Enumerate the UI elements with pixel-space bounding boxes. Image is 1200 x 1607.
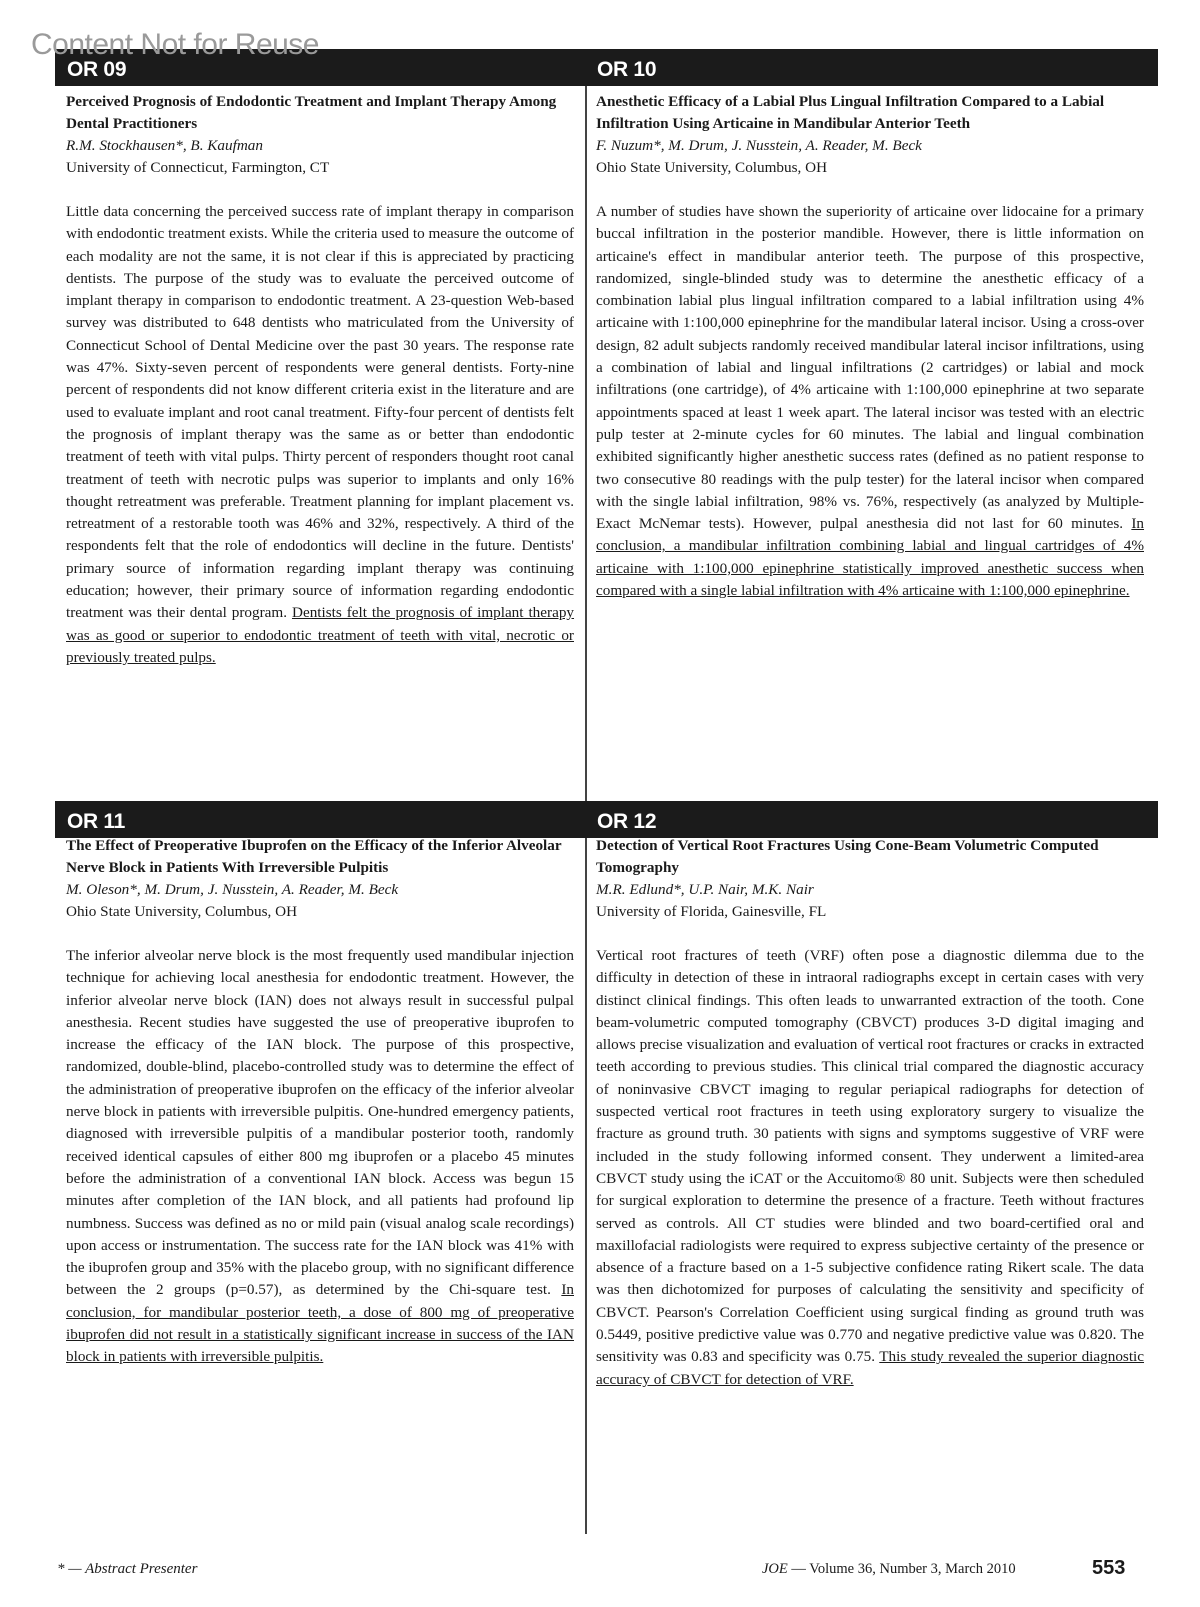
abstract-title: Perceived Prognosis of Endodontic Treatment and Implant Therapy Among Dental Practitioners (66, 93, 557, 132)
footer-issue: — Volume 36, Number 3, March 2010 (787, 1561, 1016, 1577)
abstract-body (66, 945, 574, 1369)
abstract-authors: M.R. Edlund*, U.P. Nair, M.K. Nair (596, 881, 814, 898)
abstract-conclusion: In conclusion, a mandibular infiltration combining labial and lingual cartridges of 4% articaine with 1:100,000 epinephrine statistically improved anesthetic success when compared with a single labial infiltration with 4% articaine with 1:100,000 epinephrine. (596, 515, 1145, 600)
abstract-authors: M. Oleson*, M. Drum, J. Nusstein, A. Reader, M. Beck (66, 881, 399, 898)
abstract-body (596, 201, 1144, 602)
abstract-or10 (596, 91, 1144, 602)
abstract-code-or09: OR 09 (67, 58, 127, 81)
abstract-title: Anesthetic Efficacy of a Labial Plus Lingual Infiltration Compared to a Labial Infiltration Using Articaine in Mandibular Anterior Teeth (596, 93, 1105, 132)
section-header-bar-bottom (55, 801, 1158, 838)
abstract-body-text: Little data concerning the perceived success rate of implant therapy in comparison with endodontic treatment exists. While the criteria used to measure the outcome of each modality are not the same, it is not clear if this is appreciated by practicing dentists. The purpose of the study was to evaluate the perceived outcome of implant therapy in comparison to endodontic treatment. A 23-question Web-based survey was distributed to 648 dentists who matriculated from the University of Connecticut School of Dental Medicine over the past 30 years. The response rate was 47%. Sixty-seven percent of respondents were general dentists. Forty-nine percent of respondents did not know different criteria exist in the literature and are used to evaluate implant and root canal treatment. Fifty-four percent of dentists felt the prognosis of implant therapy was the same as or better than endodontic treatment of teeth with vital pulps. Thirty percent of responders thought root canal treatment of teeth with necrotic pulps was superior to implants and only 16% thought retreatment was preferable. Treatment planning for implant placement vs. retreatment of a restorable tooth was 46% and 32%, respectively. A third of the respondents felt that the role of endodontics will decline in the future. Dentists' primary source of information regarding implant therapy was continuing education; however, their primary source of information regarding endodontic treatment was their dental program. (66, 203, 574, 622)
abstract-conclusion: Dentists felt the prognosis of implant therapy was as good or superior to endodontic treatment of teeth with vital, necrotic or previously treated pulps. (66, 604, 575, 666)
abstract-body-text: The inferior alveolar nerve block is the most frequently used mandibular injection technique for achieving local anesthesia for endodontic treatment. However, the inferior alveolar nerve block (IAN) does not always result in successful pulpal anesthesia. Recent studies have suggested the use of preoperative ibuprofen to increase the efficacy of the IAN block. The purpose of this prospective, randomized, double-blind, placebo-controlled study was to determine the effect of the administration of preoperative ibuprofen on the efficacy of the inferior alveolar nerve block in patients with irreversible pulpitis. One-hundred emergency patients, diagnosed with irreversible pulpitis of a mandibular posterior tooth, randomly received identical capsules of either 800 mg ibuprofen or a placebo 45 minutes before the administration of a conventional IAN block. Access was begun 15 minutes after completion of the IAN block, and all patients had profound lip numbness. Success was defined as no or mild pain (visual analog scale recordings) upon access or instrumentation. The success rate for the IAN block was 41% with the ibuprofen group and 35% with the placebo group, with no significant difference between the 2 groups (p=0.57), as determined by the Chi-square test. (66, 947, 574, 1299)
abstract-code-or12: OR 12 (597, 810, 657, 833)
abstract-affiliation: Ohio State University, Columbus, OH (596, 159, 828, 176)
abstract-code-or10: OR 10 (597, 58, 657, 81)
abstract-authors: R.M. Stockhausen*, B. Kaufman (66, 137, 263, 154)
abstract-conclusion: This study revealed the superior diagnostic accuracy of CBVCT for detection of VRF. (596, 1348, 1144, 1388)
abstract-body (596, 945, 1144, 1391)
abstract-body-text: Vertical root fractures of teeth (VRF) often pose a diagnostic dilemma due to the difficulty in detection of these in intraoral radiographs except in certain cases with very distinct clinical findings. This often leads to unwarranted extraction of the tooth. Cone beam-volumetric computed tomography (CBVCT) produces 3-D digital imaging and allows precise visualization and evaluation of vertical root fractures or cracks in extracted teeth according to previous studies. This clinical trial compared the diagnostic accuracy of noninvasive CBVCT imaging to regular periapical radiographs for detection of suspected vertical root fractures in teeth using exploratory surgery to visualize the fracture as ground truth. 30 patients with signs and symptoms suggestive of VRF were included in the study following informed consent. They underwent a limited-area CBVCT study using the iCAT or the Accuitomo® 80 unit. Subjects were then scheduled for surgical exploration to determine the presence of a fracture. Teeth without fractures served as controls. All CT studies were blinded and two board-certified oral and maxillofacial radiologists were required to express subjective certainty of the presence or absence of a fracture based on a 1-5 subjective confidence rating Rikert scale. The data was then dichotomized for purposes of calculating the sensitivity and specificity of CBVCT. Pearson's Correlation Coefficient using surgical finding as ground truth was 0.5449, positive predictive value was 0.770 and negative predictive value was 0.820. The sensitivity was 0.83 and specificity was 0.75. (596, 947, 1144, 1366)
abstract-affiliation: University of Connecticut, Farmington, CT (66, 159, 330, 176)
abstract-title: The Effect of Preoperative Ibuprofen on the Efficacy of the Inferior Alveolar Nerve Block in Patients With Irreversible Pulpitis (66, 837, 562, 876)
abstract-title: Detection of Vertical Root Fractures Using Cone-Beam Volumetric Computed Tomography (596, 837, 1099, 876)
abstract-or09 (66, 91, 574, 669)
abstract-authors: F. Nuzum*, M. Drum, J. Nusstein, A. Reader, M. Beck (596, 137, 922, 154)
column-divider-top (585, 86, 587, 801)
abstract-code-or11: OR 11 (67, 810, 126, 833)
abstract-or11 (66, 835, 574, 1369)
abstract-affiliation: University of Florida, Gainesville, FL (596, 903, 827, 920)
abstract-body (66, 201, 574, 669)
watermark: Content Not for Reuse (31, 28, 319, 61)
abstract-body-text: A number of studies have shown the superiority of articaine over lidocaine for a primary buccal infiltration in the posterior mandible. However, there is little information on articaine's effect in mandibular anterior teeth. The purpose of this prospective, randomized, single-blinded study was to determine the anesthetic efficacy of a combination labial plus lingual infiltration compared to a labial infiltration using 4% articaine with 1:100,000 epinephrine for the mandibular lateral incisor. Using a cross-over design, 82 adult subjects randomly received mandibular lateral incisor infiltrations, using a combination of labial and lingual infiltrations (2 cartridges) or labial and mock infiltrations (one cartridge), of 4% articaine with 1:100,000 epinephrine at two separate appointments spaced at least 1 week apart. The lateral incisor was tested with an electric pulp tester at 2-minute cycles for 60 minutes. The labial and lingual combination exhibited significantly higher anesthetic success rates (defined as no patient response to two consecutive 80 readings with the pulp tester) for the lateral incisor when compared with the single labial infiltration, 98% vs. 76%, respectively (as analyzed by Multiple-Exact McNemar tests). However, pulpal anesthesia did not last for 60 minutes. (596, 203, 1144, 533)
abstract-conclusion: In conclusion, for mandibular posterior teeth, a dose of 800 mg of preoperative ibuprofen did not result in a statistically significant increase in success of the IAN block in patients with irreversible pulpitis. (66, 1281, 574, 1366)
footer-journal-info (762, 1561, 1016, 1578)
column-divider-bottom (585, 838, 587, 1534)
page-number: 553 (1092, 1557, 1126, 1579)
abstract-affiliation: Ohio State University, Columbus, OH (66, 903, 298, 920)
abstract-or12 (596, 835, 1144, 1391)
footer-journal-name: JOE (762, 1561, 788, 1577)
footer-presenter-note: * — Abstract Presenter (57, 1561, 198, 1577)
